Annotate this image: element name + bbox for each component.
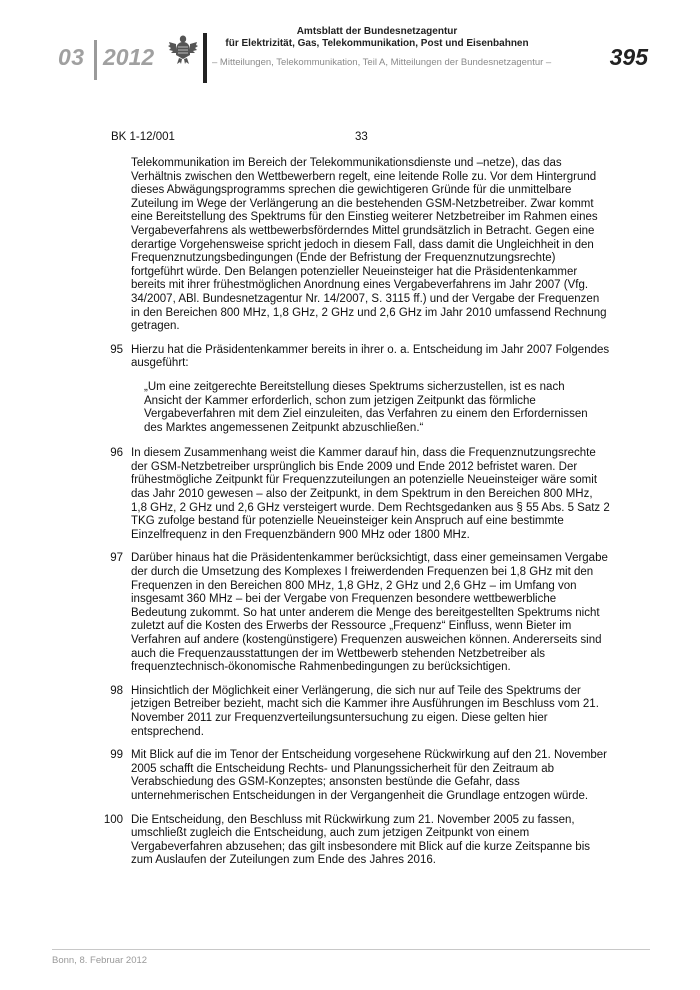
block-quote: „Um eine zeitgerechte Bereitstellung dieses Spektrums sicherzustellen, ist es nach Ansicht der Kammer erforderlich, schon zum jetzigen Zeitpunkt das förmliche Vergabeverfahren mit dem Ziel einzuleiten, das Verfahren zu einem den Erfordernissen des Marktes angemessenen Zeitpunkt abzuschließen.“ xyxy=(144,380,588,434)
paragraph-text: Die Entscheidung, den Beschluss mit Rückwirkung zum 21. November 2005 zu fassen, umschließt zugleich die Entscheidung, auch zum jetzigen Zeitpunkt von einem Vergabeverfahren abzusehen; das gilt insbesondere mit Blick auf die kurze Zeitspanne bis zum Auslaufen der Zuteilungen zum Ende des Jahres 2016. xyxy=(131,813,590,867)
federal-eagle-icon xyxy=(168,33,198,65)
paragraph-96 xyxy=(91,447,611,542)
issue-number-text: 03 xyxy=(58,44,85,70)
footer-place-date: Bonn, 8. Februar 2012 xyxy=(52,955,148,966)
journal-title xyxy=(212,26,542,50)
paragraph-text: Mit Blick auf die im Tenor der Entscheidung vorgesehene Rückwirkung auf den 21. November 2005 schafft die Entscheidung Rechts- und Planungssicherheit für den Zeitraum ab Verabschiedung des GSM-Konzeptes; ansonsten bestünde die Gefahr, dass unternehmerischen Entscheidungen in der Vergangenheit die Grundlage entzogen würde. xyxy=(131,749,608,802)
paragraph-continuation xyxy=(91,157,611,334)
reference-number: BK 1-12/001 xyxy=(111,131,175,143)
paragraph-95 xyxy=(91,344,611,371)
footer-divider xyxy=(52,949,650,950)
paragraph-100 xyxy=(91,814,611,868)
paragraph-number: 99 xyxy=(110,749,123,762)
paragraph-text: Hierzu hat die Präsidentenkammer bereits in ihrer o. a. Entscheidung im Jahr 2007 Folgendes ausgeführt: xyxy=(131,343,610,370)
paragraph-99 xyxy=(91,749,611,803)
paragraph-97 xyxy=(91,552,611,674)
document-page-number: 33 xyxy=(355,131,368,143)
journal-subtitle: – Mitteilungen, Telekommunikation, Teil A, Mitteilungen der Bundesnetzagentur – xyxy=(212,57,552,68)
journal-title-line1: Amtsblatt der Bundesnetzagentur xyxy=(296,26,458,37)
paragraph-number: 98 xyxy=(110,684,123,697)
header-divider xyxy=(94,40,97,80)
paragraph-number: 95 xyxy=(110,343,123,356)
paragraph-text: In diesem Zusammenhang weist die Kammer darauf hin, dass die Frequenznutzungsrechte der GSM-Netzbetreiber ursprünglich bis Ende 2009 und Ende 2012 befristet waren. Der frühestmögliche Zeitpunkt für Frequenzzuteilungen an potenzielle Neueinsteiger wäre somit das Jahr 2010 gewesen – also der Zeitpunkt, in dem Spektrum in den Bereichen 800 MHz, 1,8 GHz, 2 GHz und 2,6 GHz versteigert wurde. Dem Rechtsgedanken aus § 55 Abs. 5 Satz 2 TKG zufolge bestand für potenzielle Neueinsteiger kein Anspruch auf eine bestimmte Einzelfrequenz in den Frequenzbändern 900 MHz oder 1800 MHz. xyxy=(131,447,610,541)
paragraph-text: Darüber hinaus hat die Präsidentenkammer berücksichtigt, dass einer gemeinsamen Vergabe der durch die Umsetzung des Komplexes I freiwerdenden Frequenzen bei 1,8 GHz mit den Frequenzen in den Bereichen 800 MHz, 1,8 GHz, 2 GHz und 2,6 GHz – im Umfang von insgesamt 360 MHz – bei der Vergabe von Frequenzen besondere wettbewerbliche Bedeutung zukommt. So hat unter anderem die Menge des bereitgestellten Spektrums nicht zuletzt auf die Kosten des Erwerbs der Ressource „Frequenz“ Einfluss, wenn Bieter im Verfahren auf andere (kostengünstigere) Frequenzen ausweichen können. Andererseits sind auch die Frequenzausstattungen der im Wettbewerb stehenden Netzbetreiber als frequenztechnisch-ökonomische Rahmenbedingungen zu berücksichtigen. xyxy=(131,552,608,674)
paragraph-text: Telekommunikation im Bereich der Telekommunikationsdienste und –netze), das das Verhältnis zwischen den Wettbewerbern regelt, eine leitende Rolle zu. Vor dem Hintergrund dieses Abwägungsprogramms sprechen die gewichtigeren Gründe für die unmittelbare Zuteilung im Wege der Verlängerung an die bestehenden GSM-Netzbetreiber. Zwar kommt eine Bereitstellung des Spektrums für den Einstieg weiterer Netzbetreiber im Rahmen eines Vergabeverfahrens als wettbewerbsförderndes Mittel grundsätzlich in Betracht. Gegen eine derartige Vorgehensweise spricht jedoch in diesem Fall, dass damit die Ungleichheit in den Frequenznutzungsbedingungen (Ende der Befristung der Frequenznutzungsrechte) fortgeführt würde. Den Belangen potenzieller Neueinsteiger hat die Präsidentenkammer bereits mit ihrer frühestmöglichen Anordnung eines Vergabeverfahrens im Jahr 2007 (Vfg. 34/2007, ABl. Bundesnetzagentur Nr. 14/2007, S. 3115 ff.) und der Vergabe der Frequenzen in den Bereichen 800 MHz, 1,8 GHz, 2 GHz und 2,6 GHz im Jahr 2010 umfassend Rechnung getragen. xyxy=(131,157,607,333)
journal-title-line2: für Elektrizität, Gas, Telekommunikation, Post und Eisenbahnen xyxy=(225,38,529,49)
paragraph-98 xyxy=(91,685,611,739)
paragraph-number: 97 xyxy=(110,552,123,565)
header-emblem-bar xyxy=(203,33,207,83)
issue-number xyxy=(58,44,85,71)
page-number: 395 xyxy=(609,44,648,70)
document-body xyxy=(91,157,611,878)
paragraph-number: 96 xyxy=(110,447,123,460)
issue-year: 2012 xyxy=(103,44,155,70)
paragraph-text: Hinsichtlich der Möglichkeit einer Verlängerung, die sich nur auf Teile des Spektrums der jetzigen Betreiber bezieht, macht sich die Kammer ihre Ausführungen im Beschluss vom 21. November 2011 zur Frequenzverteilungsuntersuchung zu eigen. Diese gelten hier entsprechend. xyxy=(131,684,599,738)
paragraph-number: 100 xyxy=(103,813,123,826)
